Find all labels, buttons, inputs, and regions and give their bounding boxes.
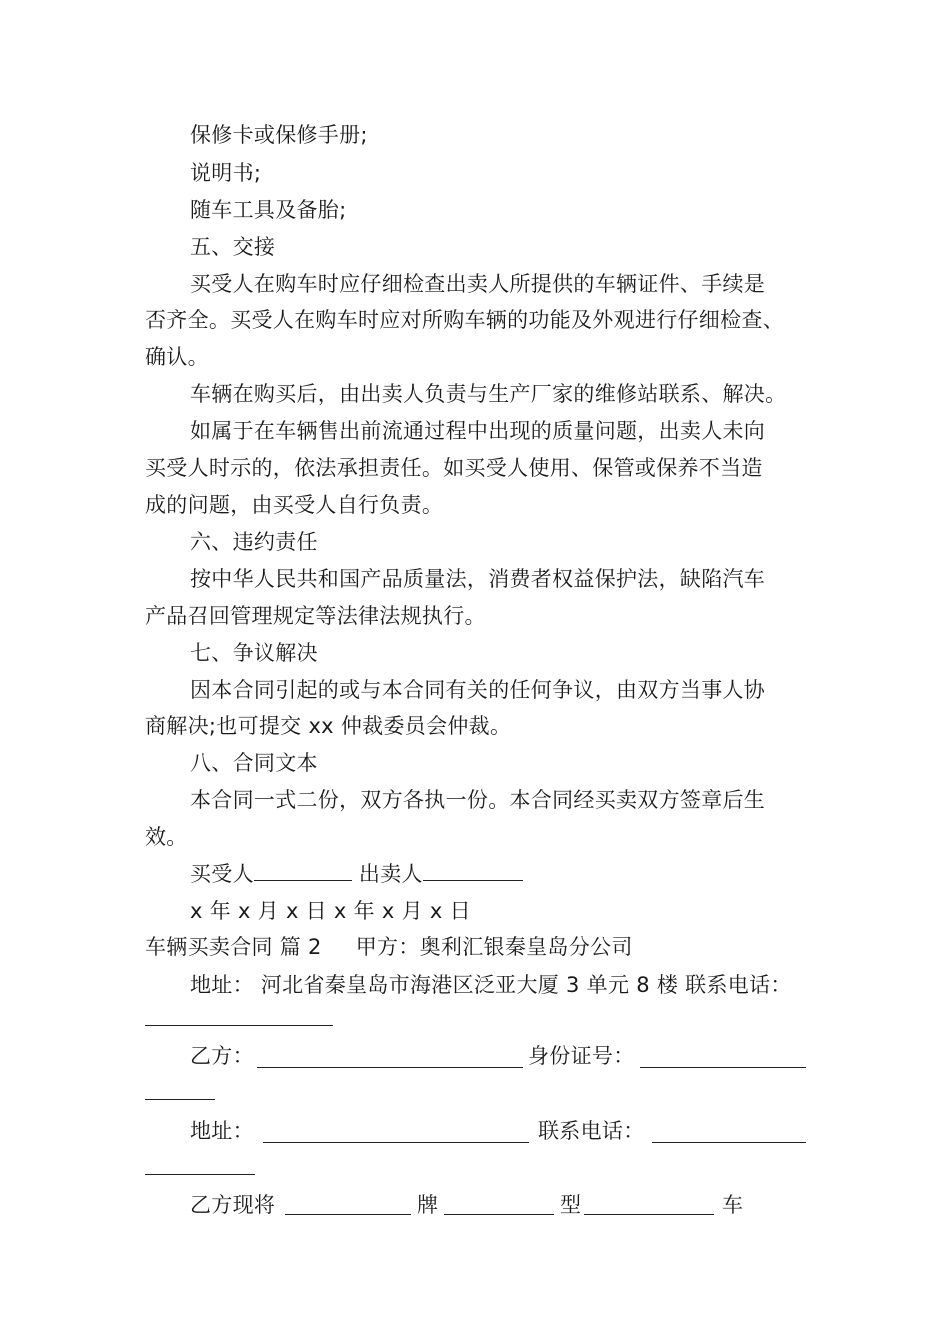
address-b-blank: [263, 1142, 529, 1143]
contract-title: 车辆买卖合同 篇 2: [145, 935, 322, 959]
text-line: 随车工具及备胎;: [190, 198, 347, 222]
seller-label: 出卖人: [358, 862, 423, 886]
car-blank: [584, 1214, 714, 1215]
text-line: 否齐全。买受人在购车时应对所购车辆的功能及外观进行仔细检查、: [145, 308, 784, 332]
party-b-label: 乙方：: [190, 1044, 254, 1068]
brand-label: 牌: [417, 1193, 439, 1217]
text-line: 如属于在车辆售出前流通过程中出现的质量问题，出卖人未向: [190, 419, 766, 443]
seller-signature-blank: [423, 860, 523, 881]
section-heading: 八、合同文本: [190, 751, 318, 775]
date-line: x 年 x 月 x 日 x 年 x 月 x 日: [190, 899, 471, 923]
text-line: 商解决;也可提交 xx 仲裁委员会仲裁。: [145, 714, 512, 738]
text-line: 效。: [145, 825, 188, 849]
text-line: 买受人时示的，依法承担责任。如买受人使用、保管或保养不当造: [145, 456, 763, 480]
section-heading: 五、交接: [190, 235, 276, 259]
id-label: 身份证号：: [528, 1044, 635, 1068]
car-label: 车: [722, 1193, 744, 1217]
text-line: 因本合同引起的或与本合同有关的任何争议，由双方当事人协: [190, 678, 766, 702]
text-line: 买受人在购车时应仔细检查出卖人所提供的车辆证件、手续是: [190, 272, 766, 296]
text-line: 说明书;: [190, 161, 262, 185]
signature-line: [190, 860, 523, 888]
text-line: 产品召回管理规定等法律法规执行。: [145, 604, 486, 628]
car-prefix: 乙方现将: [190, 1193, 276, 1217]
id-blank: [640, 1067, 806, 1068]
id-blank-cont: [145, 1099, 215, 1100]
party-a: 甲方：奥利汇银秦皇岛分公司: [355, 935, 633, 959]
model-label: 型: [560, 1193, 582, 1217]
phone-b-label: 联系电话：: [538, 1119, 645, 1143]
section-heading: 七、争议解决: [190, 641, 318, 665]
party-a-address: 地址： 河北省秦皇岛市海港区泛亚大厦 3 单元 8 楼 联系电话：: [190, 973, 792, 997]
text-line: 按中华人民共和国产品质量法，消费者权益保护法，缺陷汽车: [190, 567, 766, 591]
text-line: 保修卡或保修手册;: [190, 123, 368, 147]
model-blank: [444, 1214, 554, 1215]
text-line: 成的问题，由买受人自行负责。: [145, 493, 444, 517]
phone-a-blank: [145, 1025, 333, 1026]
buyer-label: 买受人: [190, 862, 254, 886]
text-line: 车辆在购买后，由出卖人负责与生产厂家的维修站联系、解决。: [190, 382, 787, 406]
brand-blank: [285, 1214, 411, 1215]
buyer-signature-blank: [254, 860, 352, 881]
text-line: 确认。: [145, 345, 209, 369]
phone-b-blank-cont: [145, 1174, 255, 1175]
party-b-blank: [257, 1067, 523, 1068]
address-b-label: 地址：: [190, 1119, 254, 1143]
section-heading: 六、违约责任: [190, 530, 318, 554]
party-b-line: [190, 1042, 254, 1070]
text-line: 本合同一式二份，双方各执一份。本合同经买卖双方签章后生: [190, 788, 766, 812]
contract-title-line: [145, 933, 633, 961]
phone-b-blank: [652, 1142, 806, 1143]
